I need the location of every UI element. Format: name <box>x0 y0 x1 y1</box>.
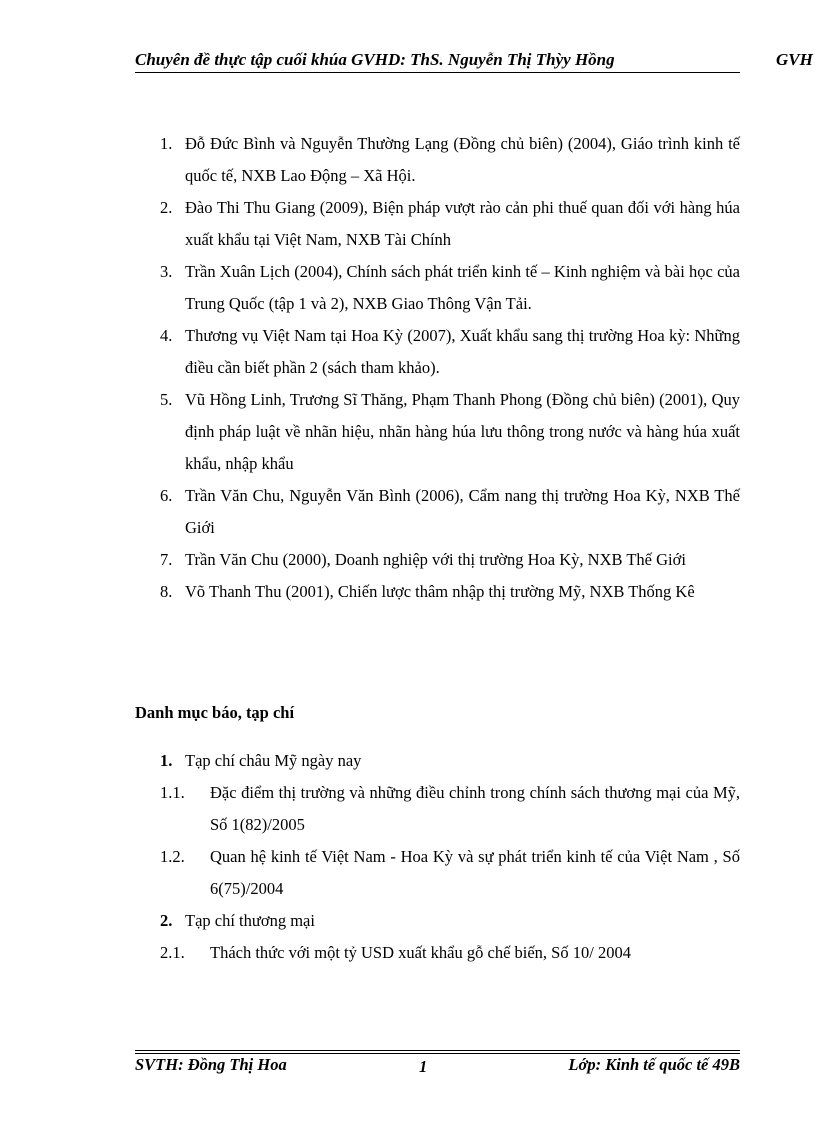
reference-item <box>160 192 740 256</box>
reference-number: 7. <box>160 550 173 569</box>
article-number: 1.1. <box>160 783 185 802</box>
magazine-number: 2. <box>160 911 173 930</box>
reference-item <box>160 128 740 192</box>
page-number: 1 <box>419 1057 428 1076</box>
magazine-list <box>160 745 740 969</box>
reference-item <box>160 256 740 320</box>
reference-item <box>160 576 740 608</box>
reference-list <box>160 128 740 608</box>
reference-item <box>160 544 740 576</box>
reference-text: Vũ Hồng Linh, Trương Sĩ Thăng, Phạm Thanh Phong (Đồng chủ biên) (2001), Quy định pháp luật về nhãn hiệu, nhãn hàng húa lưu thông trong nước và hàng húa xuất khẩu, nhập khẩu <box>185 390 740 473</box>
article-text: Đặc điểm thị trường và những điều chỉnh trong chính sách thương mại của Mỹ, Số 1(82)/2005 <box>210 783 740 834</box>
article-text: Quan hệ kinh tế Việt Nam - Hoa Kỳ và sự phát triển kinh tế của Việt Nam , Số 6(75)/2004 <box>210 847 740 898</box>
article-item <box>160 777 740 841</box>
header-right-text: GVH <box>776 50 813 69</box>
reference-number: 2. <box>160 198 173 217</box>
article-number: 1.2. <box>160 847 185 866</box>
magazine-number: 1. <box>160 751 173 770</box>
reference-number: 4. <box>160 326 173 345</box>
magazine-title: Tạp chí châu Mỹ ngày nay <box>185 751 362 770</box>
reference-item <box>160 384 740 480</box>
article-item <box>160 841 740 905</box>
magazine-item <box>160 905 740 937</box>
reference-number: 3. <box>160 262 173 281</box>
page-header <box>135 48 816 74</box>
reference-item <box>160 480 740 544</box>
reference-number: 1. <box>160 134 173 153</box>
article-number: 2.1. <box>160 943 185 962</box>
footer-rule-bottom <box>135 1053 740 1054</box>
footer-class: Lớp: Kinh tế quốc tế 49B <box>568 1055 740 1074</box>
magazine-title: Tạp chí thương mại <box>185 911 315 930</box>
section-heading: Danh mục báo, tạp chí <box>135 703 295 722</box>
article-item <box>160 937 740 969</box>
reference-text: Đào Thi Thu Giang (2009), Biện pháp vượt rào cản phi thuế quan đối với hàng húa xuất khẩu tại Việt Nam, NXB Tài Chính <box>185 198 740 249</box>
reference-text: Đỗ Đức Bình và Nguyễn Thường Lạng (Đồng chủ biên) (2004), Giáo trình kinh tế quốc tế, NXB Lao Động – Xã Hội. <box>185 134 740 185</box>
reference-text: Trần Xuân Lịch (2004), Chính sách phát triển kinh tế – Kinh nghiệm và bài học của Trung Quốc (tập 1 và 2), NXB Giao Thông Vận Tải. <box>185 262 740 313</box>
magazine-item <box>160 745 740 777</box>
reference-item <box>160 320 740 384</box>
page-footer <box>135 1055 740 1079</box>
footer-student: SVTH: Đồng Thị Hoa <box>135 1055 287 1074</box>
footer-rule-top <box>135 1050 740 1051</box>
reference-text: Võ Thanh Thu (2001), Chiến lược thâm nhập thị trường Mỹ, NXB Thống Kê <box>185 582 695 601</box>
reference-text: Trần Văn Chu, Nguyễn Văn Bình (2006), Cẩm nang thị trường Hoa Kỳ, NXB Thế Giới <box>185 486 740 537</box>
header-title: Chuyên đề thực tập cuối khúa GVHD: ThS. Nguyễn Thị Thỳy Hồng <box>135 50 615 69</box>
reference-text: Thương vụ Việt Nam tại Hoa Kỳ (2007), Xuất khẩu sang thị trường Hoa kỳ: Những điều cần biết phần 2 (sách tham khảo). <box>185 326 740 377</box>
reference-number: 5. <box>160 390 173 409</box>
reference-number: 6. <box>160 486 173 505</box>
article-text: Thách thức với một tỷ USD xuất khẩu gỗ chế biến, Số 10/ 2004 <box>210 943 631 962</box>
header-rule <box>135 72 740 73</box>
reference-number: 8. <box>160 582 173 601</box>
reference-text: Trần Văn Chu (2000), Doanh nghiệp với thị trường Hoa Kỳ, NXB Thế Giới <box>185 550 686 569</box>
